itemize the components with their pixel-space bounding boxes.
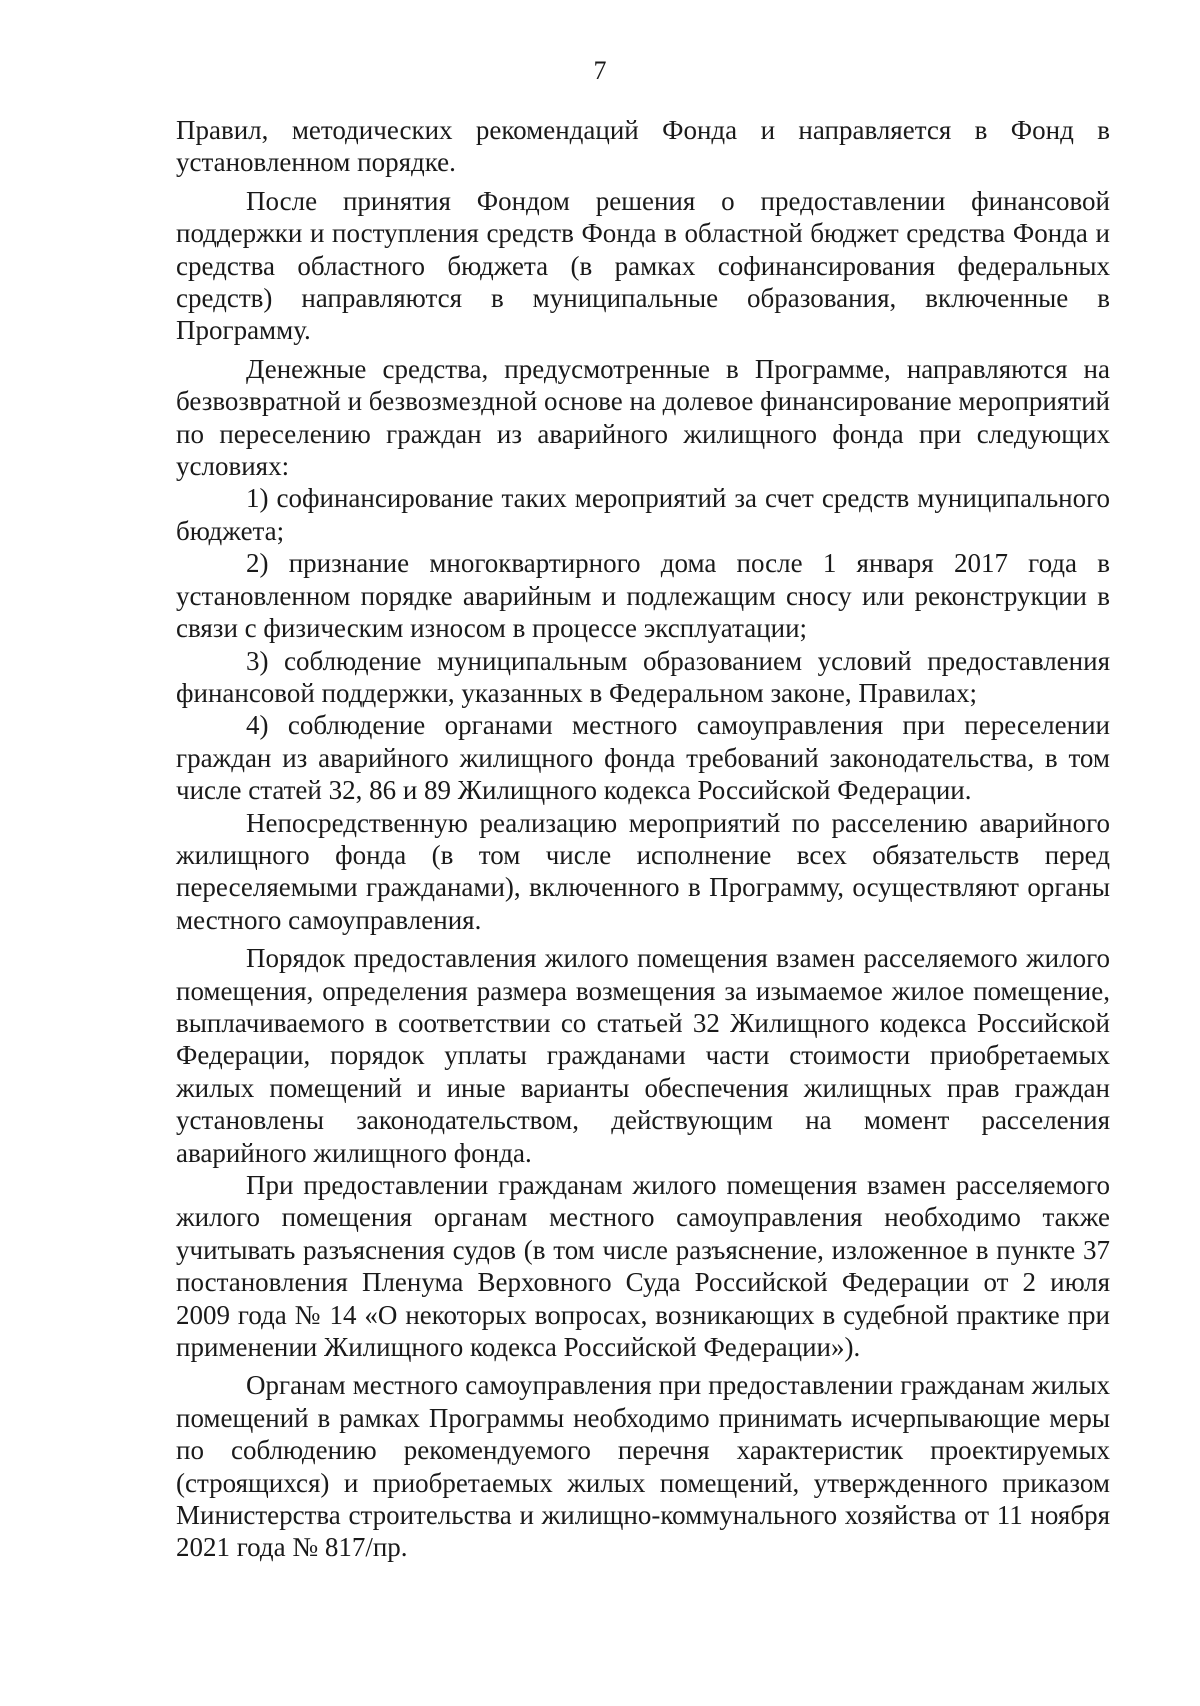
paragraph-housing-procedure: Порядок предоставления жилого помещения взамен расселяемого жилого помещения, определения размера возмещения за изымаемое жилое помещение, выплачиваемого в соответствии со статьей 32 Жилищного кодекса Российской Федерации, порядок уплаты гражданами части стоимости приобретаемых жилых помещений и иные варианты обеспечения жилищных прав граждан установлены законодательством, действующим на момент расселения аварийного жилищного фонда. — [176, 943, 1110, 1168]
list-item-condition-4: 4) соблюдение органами местного самоуправления при переселении граждан из аварийного жилищного фонда требований законодательства, в том числе статей 32, 86 и 89 Жилищного кодекса Российской Федерации. — [176, 710, 1110, 806]
list-item-condition-2: 2) признание многоквартирного дома после 1 января 2017 года в установленном порядке аварийным и подлежащим сносу или реконструкции в связи с физическим износом в процессе эксплуатации; — [176, 548, 1110, 644]
paragraph-fund-decision: После принятия Фондом решения о предоставлении финансовой поддержки и поступления средств Фонда в областной бюджет средства Фонда и средства областного бюджета (в рамках софинансирования федеральных средств) направляются в муниципальные образования, включенные в Программу. — [176, 185, 1110, 346]
page-number: 7 — [593, 56, 607, 85]
paragraph-housing-characteristics: Органам местного самоуправления при предоставлении гражданам жилых помещений в рамках Программы необходимо принимать исчерпывающие меры по соблюдению рекомендуемого перечня характеристик проектируемых (строящихся) и приобретаемых жилых помещений, утвержденного приказом Министерства строительства и жилищно-коммунального хозяйства от 11 ноября 2021 года № 817/пр. — [176, 1370, 1110, 1563]
paragraph-funds-conditions: Денежные средства, предусмотренные в Программе, направляются на безвозвратной и безвозмездной основе на долевое финансирование мероприятий по переселению граждан из аварийного жилищного фонда при следующих условиях: — [176, 353, 1110, 482]
paragraph-continuation: Правил, методических рекомендаций Фонда и направляется в Фонд в установленном порядке. — [176, 115, 1110, 178]
paragraph-implementation: Непосредственную реализацию мероприятий по расселению аварийного жилищного фонда (в том числе исполнение всех обязательств перед переселяемыми гражданами), включенного в Программу, осуществляют органы местного самоуправления. — [176, 807, 1110, 935]
document-body — [176, 114, 1110, 1564]
list-item-condition-3: 3) соблюдение муниципальным образованием условий предоставления финансовой поддержки, указанных в Федеральном законе, Правилах; — [176, 645, 1110, 708]
list-item-condition-1: 1) софинансирование таких мероприятий за счет средств муниципального бюджета; — [176, 483, 1110, 546]
paragraph-court-clarifications: При предоставлении гражданам жилого помещения взамен расселяемого жилого помещения органам местного самоуправления необходимо также учитывать разъяснения судов (в том числе разъяснение, изложенное в пункте 37 постановления Пленума Верховного Суда Российской Федерации от 2 июля 2009 года № 14 «О некоторых вопросах, возникающих в судебной практике при применении Жилищного кодекса Российской Федерации»). — [176, 1170, 1110, 1363]
